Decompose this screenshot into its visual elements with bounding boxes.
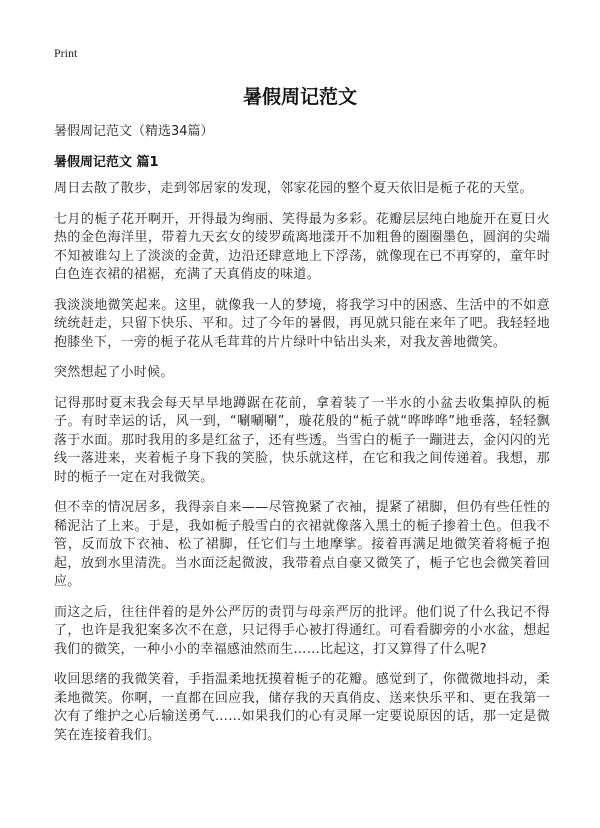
paragraph: 突然想起了小时候。: [54, 365, 174, 380]
paragraph: 但不幸的情况居多，我得亲自来——尽管挽紧了衣袖，提紧了裙脚，但仍有些任性的稀泥沾了上来。于是，我如栀子般雪白的衣裙就像落入黑土的栀子掺着土色。但我不管，反而放下衣袖、松了裙脚，任它们与土地摩挲。接着再满足地微笑着将栀子抱起，放到水里清洗。当水面泛起微波，我带着点自豪又微笑了，栀子它也会微笑着回应。: [54, 500, 550, 589]
paragraph: 七月的栀子花开啊开，开得最为绚丽、笑得最为多彩。花瓣层层纯白地旋开在夏日火热的金色海洋里，带着九天玄女的绫罗疏离地漾开不加粗鲁的圈圈墨色，圆润的尖端不知被谁勾上了淡淡的金黄，边沿还肆意地上下浮荡，就像现在已不再穿的，童年时白色连衣裙的裙裾，充满了天真俏皮的味道。: [54, 211, 550, 282]
print-link[interactable]: Print: [54, 46, 78, 60]
paragraph: 收回思绪的我微笑着，手指温柔地抚摸着栀子的花瓣。感觉到了，你微微地抖动，柔柔地微笑。你啊，一直都在回应我，储存我的天真俏皮、送来快乐平和、更在我第一次有了维护之心后输送勇气……如果我们的心有灵犀一定要说原因的话，那一定是微笑在连接着我们。: [54, 672, 550, 743]
document-body: [54, 180, 550, 757]
paragraph: 而这之后，往往伴着的是外公严厉的责罚与母亲严厉的批评。他们说了什么我记不得了，也许是我犯案多次不在意，只记得手心被打得通红。可看看脚旁的小水盆，想起我们的微笑，一种小小的幸福感油然而生……比起这，打又算得了什么呢?: [54, 604, 550, 657]
section-heading: 暑假周记范文 篇1: [54, 155, 159, 170]
paragraph: 周日去散了散步，走到邻居家的发现，邻家花园的整个夏天依旧是栀子花的天堂。: [54, 181, 533, 196]
paragraph: 我淡淡地微笑起来。这里，就像我一人的梦境，将我学习中的困惑、生活中的不如意统统赶走，只留下快乐、平和。过了今年的暑假，再见就只能在来年了吧。我轻轻地抱膝坐下，一旁的栀子花从毛茸茸的片片绿叶中钻出头来，对我友善地微笑。: [54, 297, 550, 350]
document-subtitle: 暑假周记范文（精选34篇）: [54, 124, 214, 139]
document-title: 暑假周记范文: [242, 86, 357, 108]
paragraph: 记得那时夏末我会每天早早地蹲踞在花前，拿着装了一半水的小盆去收集掉队的栀子。有时幸运的话，风一到，“唰唰唰”，璇花般的“栀子就“哗哗哗”地垂落，轻轻飘落于水面。那时我用的多是红盆子，还有些透。当雪白的栀子一蹦进去，金闪闪的光线一落进来，夹着栀子身下我的笑脸，快乐就这样，在它和我之间传递着。我想，那时的栀子一定在对我微笑。: [54, 395, 550, 485]
